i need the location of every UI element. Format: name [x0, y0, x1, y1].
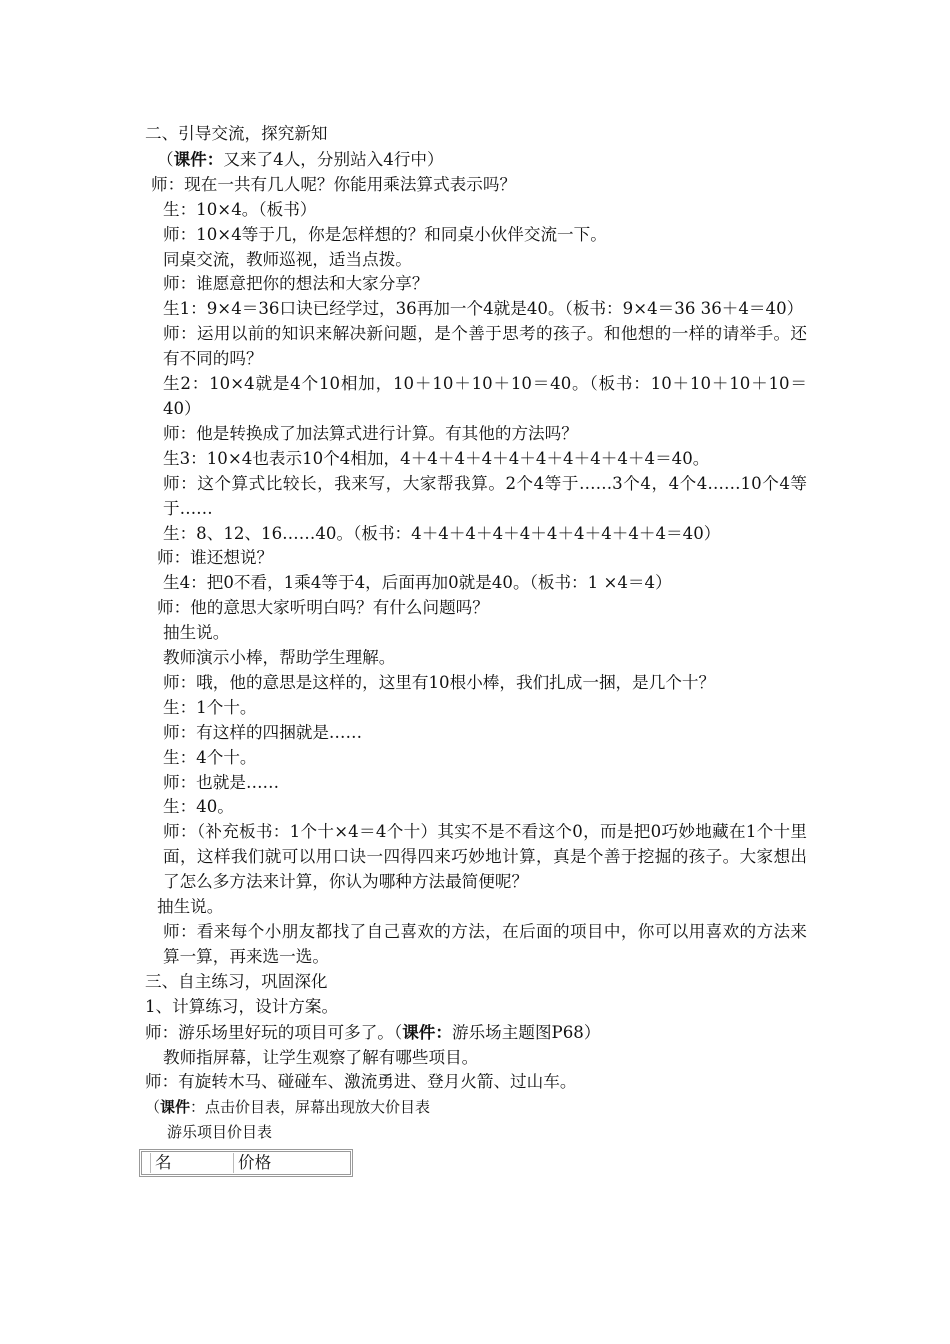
table-title: 游乐项目价目表 [167, 1123, 273, 1142]
section-heading: 二、引导交流，探究新知 [145, 124, 328, 143]
paragraph: 同桌交流，教师巡视，适当点拨。 [163, 249, 412, 269]
document-body [145, 122, 807, 1177]
text: 游乐场主题图P68） [451, 1022, 601, 1042]
paragraph: 生2：10×4就是4个10相加，10＋10＋10＋10＝40。（板书：10＋10＋10＋10＝40） [163, 374, 807, 418]
paragraph: 生4：把0不看，1乘4等于4，后面再加0就是40。（板书：1 ×4＝4） [163, 573, 672, 593]
paragraph [145, 1020, 807, 1046]
paragraph: 师：哦，他的意思是这样的，这里有10根小棒，我们扎成一捆，是几个十？ [163, 672, 716, 692]
bold-label: 课件 [160, 1098, 191, 1117]
paragraph [145, 1095, 807, 1120]
paragraph: 师：看来每个小朋友都找了自己喜欢的方法，在后面的项目中，你可以用喜欢的方法来算一算，再来选一选。 [163, 922, 807, 966]
paragraph: 师：他的意思大家听明白吗？有什么问题吗？ [157, 598, 489, 618]
text: 又来了4人，分别站入4行中） [223, 149, 444, 169]
text: （ [145, 1098, 161, 1117]
table-header-name: 名 [150, 1153, 233, 1173]
paragraph: 生：40。 [163, 797, 234, 817]
paragraph: 生：8、12、16……40。（板书：4＋4＋4＋4＋4＋4＋4＋4＋4＋4＝40） [163, 523, 721, 543]
paragraph: 生3：10×4也表示10个4相加，4＋4＋4＋4＋4＋4＋4＋4＋4＋4＝40。 [163, 448, 710, 468]
bold-label: 课件： [173, 148, 224, 169]
paragraph: 师：（补充板书：1个十×4＝4个十）其实不是不看这个0，而是把0巧妙地藏在1个十里面，这样我们就可以用口诀一四得四来巧妙地计算，真是个善于挖掘的孩子。大家想出了怎么多方法来计算，你认为哪种方法最简便呢？ [163, 822, 807, 892]
text: ：点击价目表，屏幕出现放大价目表 [190, 1098, 431, 1117]
paragraph: 1、计算练习，设计方案。 [145, 996, 339, 1016]
paragraph: 师：这个算式比较长，我来写，大家帮我算。2个4等于……3个4，4个4……10个4等于…… [163, 473, 807, 518]
paragraph: 师：有旋转木马、碰碰车、激流勇进、登月火箭、过山车。 [145, 1072, 577, 1092]
text: 师：游乐场里好玩的项目可多了。（ [145, 1022, 403, 1042]
paragraph: 教师演示小棒，帮助学生理解。 [163, 648, 396, 668]
paragraph: 师：他是转换成了加法算式进行计算。有其他的方法吗？ [163, 423, 578, 443]
paragraph: 师：有这样的四捆就是…… [163, 722, 363, 742]
paragraph: 教师指屏幕，让学生观察了解有哪些项目。 [163, 1047, 479, 1067]
paragraph: 抽生说。 [163, 623, 230, 643]
table-header-price: 价格 [233, 1153, 348, 1173]
section-heading: 三、自主练习，巩固深化 [145, 971, 328, 991]
paragraph: 生：4个十。 [163, 747, 257, 767]
paragraph: 生：10×4。（板书） [163, 199, 317, 219]
paragraph: 师：谁愿意把你的想法和大家分享？ [163, 274, 429, 294]
paragraph: 抽生说。 [157, 897, 224, 917]
paragraph: 师：也就是…… [163, 772, 280, 792]
paragraph [145, 147, 807, 173]
paragraph: 师：10×4等于几，你是怎样想的？和同桌小伙伴交流一下。 [163, 224, 607, 244]
bold-label: 课件： [402, 1021, 452, 1042]
paragraph: 生1：9×4＝36口诀已经学过，36再加一个4就是40。（板书：9×4＝36 36＋4＝40） [163, 299, 804, 319]
price-table [139, 1149, 353, 1177]
paragraph: 师：运用以前的知识来解决新问题，是个善于思考的孩子。和他想的一样的请举手。还有不同的吗？ [163, 324, 807, 369]
paragraph: 师：现在一共有几人呢？你能用乘法算式表示吗？ [151, 174, 517, 194]
paragraph: 生：1个十。 [163, 697, 257, 717]
paragraph: 师：谁还想说？ [157, 548, 274, 568]
text: （ [157, 149, 174, 169]
